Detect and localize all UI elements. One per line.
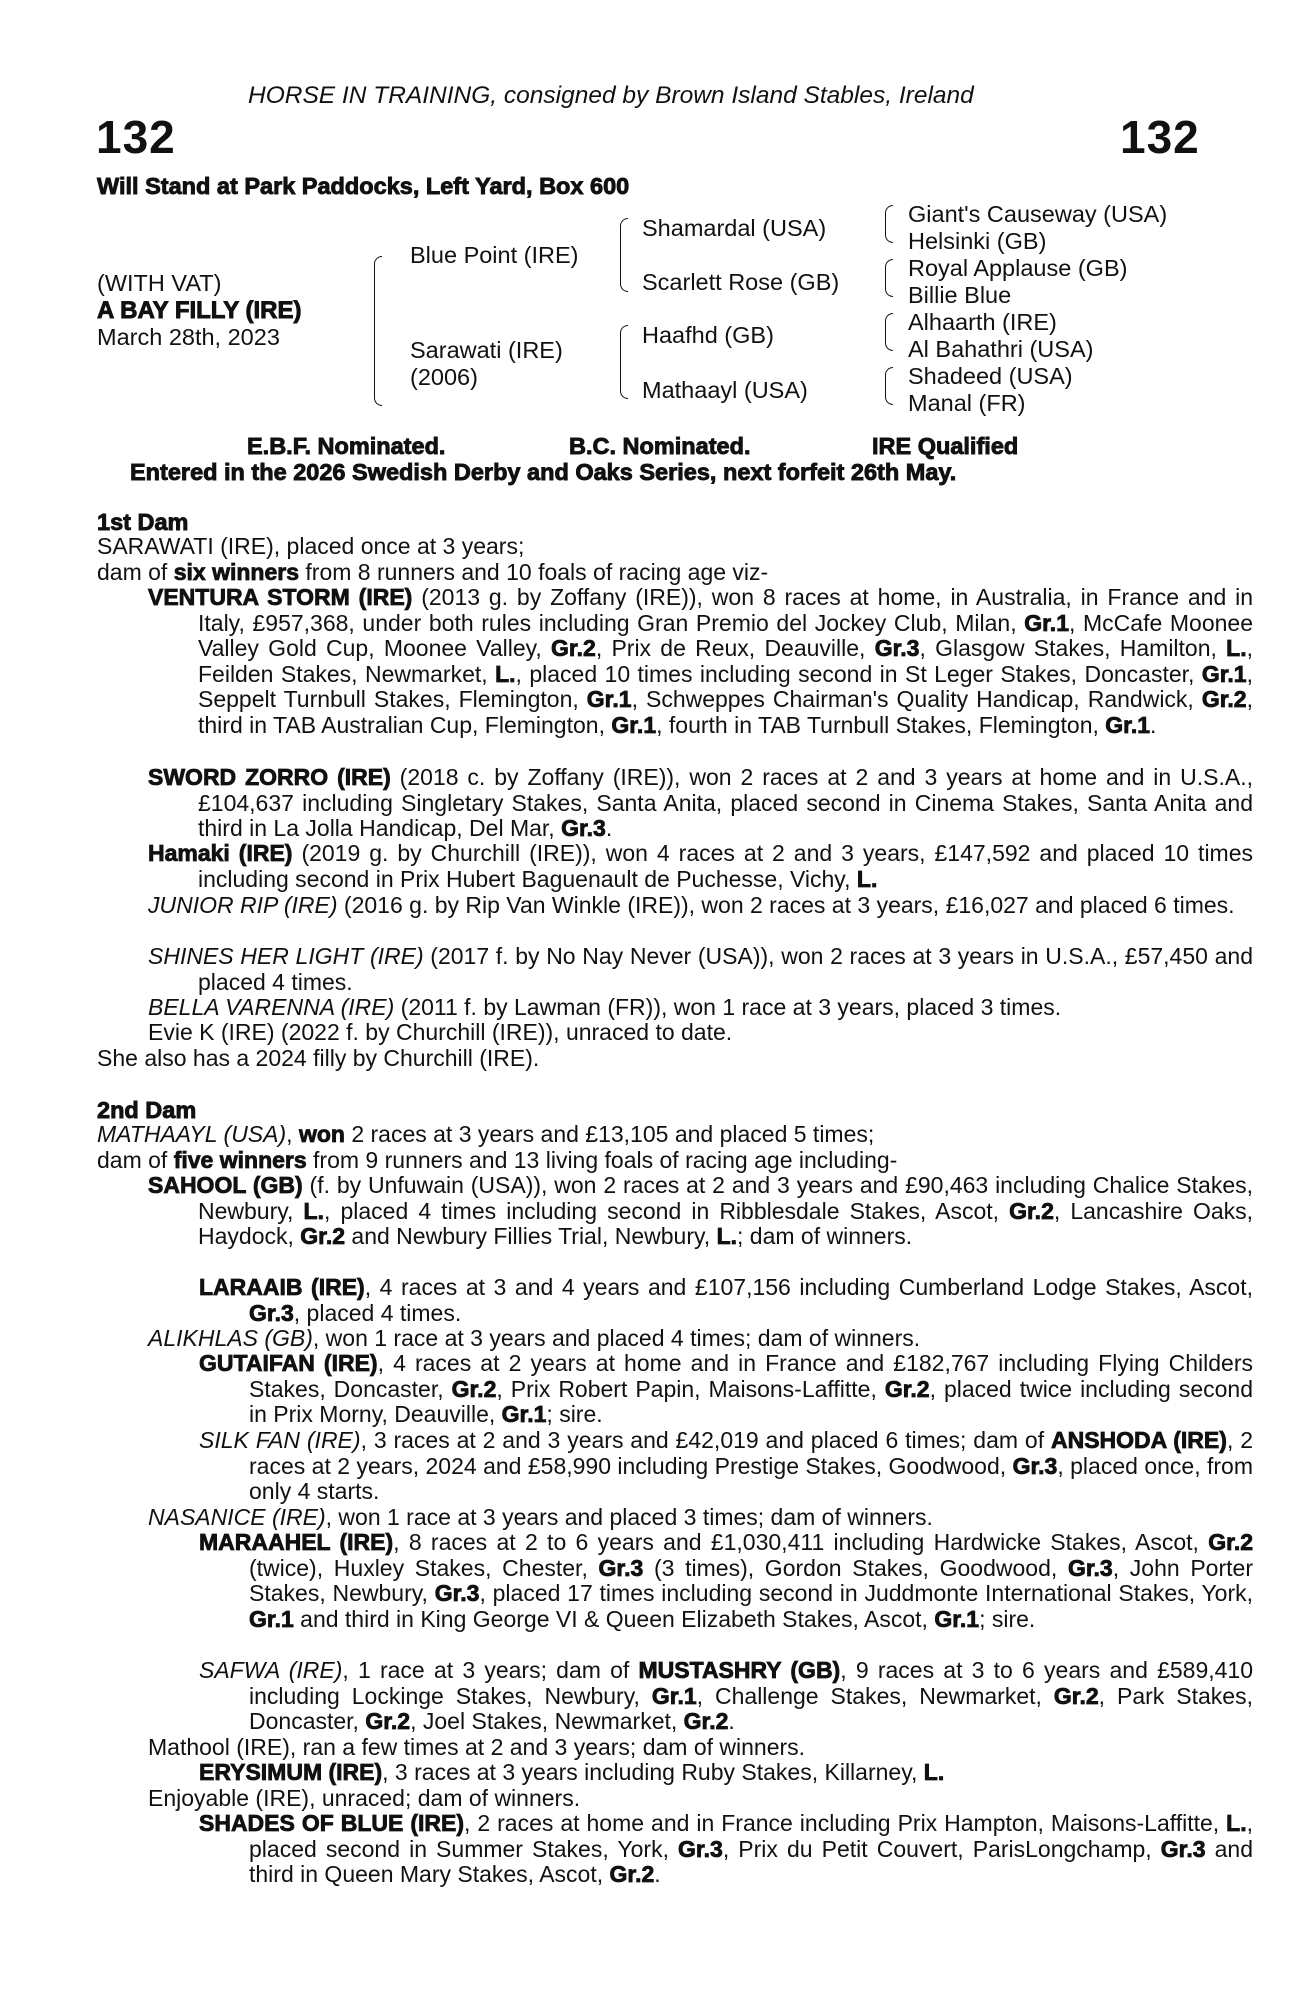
pedigree-gen3-8: Manal (FR) bbox=[908, 390, 1026, 416]
pedigree-brace-sire bbox=[620, 218, 628, 292]
race-record-text: , 2 races at home and in France including Prix Hampton, Maisons-Laffitte, bbox=[464, 1810, 1227, 1836]
race-record-text: , Prix de Reux, Deauville, bbox=[595, 635, 875, 662]
record-suffix: from 9 runners and 13 living foals of racing age including- bbox=[306, 1147, 898, 1173]
race-grade: Gr.3 bbox=[874, 635, 920, 662]
runner-enjoyable: Enjoyable (IRE), unraced; dam of winners. bbox=[148, 1785, 581, 1811]
runner-record: , won 1 race at 3 years and placed 4 times; dam of winners. bbox=[312, 1325, 921, 1351]
race-record-text: , Feilden Stakes, Newmarket, bbox=[198, 635, 1253, 687]
race-grade: Gr.3 bbox=[434, 1580, 480, 1607]
runner-name: ANSHODA (IRE) bbox=[1050, 1427, 1227, 1453]
runner-hamaki bbox=[148, 841, 1253, 892]
pedigree-brace-dam bbox=[620, 325, 628, 399]
runner-name: NASANICE (IRE) bbox=[148, 1504, 326, 1530]
runner-name: SHINES HER LIGHT (IRE) bbox=[148, 943, 424, 969]
race-grade: Gr.3 bbox=[678, 1835, 723, 1862]
race-record-text: . bbox=[1150, 711, 1157, 738]
runner-record: , 1 race at 3 years; dam of bbox=[342, 1657, 639, 1683]
pedigree-brace-main bbox=[374, 256, 382, 406]
race-grade: Gr.2 bbox=[300, 1223, 346, 1250]
runner-name: JUNIOR RIP (IRE) bbox=[148, 892, 338, 918]
race-record-text: , third in TAB Australian Cup, Flemington, bbox=[198, 686, 1253, 738]
pedigree-dam: Sarawati (IRE) bbox=[410, 337, 563, 363]
runner-name: VENTURA STORM (IRE) bbox=[148, 584, 413, 610]
pedigree-sire: Blue Point (IRE) bbox=[410, 242, 579, 268]
runner-record: , 3 races at 2 and 3 years and £42,019 and placed 6 times; dam of bbox=[360, 1427, 1051, 1453]
runner-name: SAHOOL (GB) bbox=[148, 1172, 303, 1198]
runner-mathool: Mathool (IRE), ran a few times at 2 and 3 years; dam of winners. bbox=[148, 1734, 806, 1760]
runner-name: MARAAHEL (IRE) bbox=[199, 1529, 394, 1555]
race-grade: Gr.1 bbox=[934, 1605, 980, 1632]
vat-note: (WITH VAT) bbox=[97, 270, 222, 296]
race-record-text: , McCafe Moonee Valley Gold Cup, Moonee Valley, bbox=[198, 609, 1254, 662]
runner-name: BELLA VARENNA (IRE) bbox=[148, 994, 395, 1020]
race-record-text: (2018 c. by Zoffany (IRE)), won 2 races at 2 and 3 years at home and in U.S.A., £104,637 including Singletary Stakes, Santa Anita, placed second in Cinema Stakes, Santa Anita and third in La Jolla Handicap, Del Mar, bbox=[198, 764, 1253, 842]
pedigree-brace-g3-3 bbox=[885, 313, 893, 351]
runner-sword-zorro bbox=[148, 765, 1253, 842]
race-record-text: , 2 races at 2 years, 2024 and £58,990 including Prestige Stakes, Goodwood, bbox=[249, 1427, 1253, 1479]
race-grade: Gr.3 bbox=[1160, 1835, 1206, 1862]
runner-name: ALIKHLAS (GB) bbox=[148, 1325, 313, 1351]
won-label: won bbox=[298, 1121, 345, 1147]
race-grade: Gr.2 bbox=[1053, 1682, 1099, 1709]
race-record-text: and third in King George VI & Queen Elizabeth Stakes, Ascot, bbox=[293, 1605, 935, 1632]
pedigree-dam-dam: Mathaayl (USA) bbox=[642, 377, 808, 403]
race-grade: Gr.3 bbox=[249, 1299, 294, 1326]
first-dam-also: She also has a 2024 filly by Churchill (IRE). bbox=[97, 1045, 540, 1071]
race-record-text: , fourth in TAB Turnbull Stakes, Flemington, bbox=[656, 711, 1106, 738]
race-grade: Gr.1 bbox=[249, 1605, 294, 1632]
race-record-text: (2019 g. by Churchill (IRE)), won 4 races at 2 and 3 years, £147,592 and placed 10 times including second in Prix Hubert Baguenault de Puchesse, Vichy, bbox=[198, 840, 1254, 892]
horse-name: A BAY FILLY (IRE) bbox=[97, 297, 302, 324]
race-record-text: , Joel Stakes, Newmarket, bbox=[410, 1708, 684, 1735]
race-grade: Gr.2 bbox=[1009, 1197, 1054, 1224]
race-record-text: , John Porter Stakes, Newbury, bbox=[249, 1554, 1253, 1607]
second-dam-record: 2 races at 3 years and £13,105 and placed 5 times; bbox=[344, 1121, 875, 1147]
runner-record: , won 1 race at 3 years and placed 3 times; dam of winners. bbox=[325, 1504, 933, 1530]
runner-shades-of-blue bbox=[199, 1811, 1253, 1888]
race-grade: Gr.2 bbox=[365, 1708, 411, 1735]
race-grade: Gr.1 bbox=[1024, 609, 1069, 636]
entry-note: Entered in the 2026 Swedish Derby and Oaks Series, next forfeit 26th May. bbox=[130, 459, 957, 485]
race-record-text: , 8 races at 2 to 6 years and £1,030,411 including Hardwicke Stakes, Ascot, bbox=[393, 1529, 1209, 1555]
runner-nasanice bbox=[148, 1505, 1203, 1531]
runner-name: SWORD ZORRO (IRE) bbox=[148, 764, 391, 790]
race-record-text: , placed 4 times including second in Ribblesdale Stakes, Ascot, bbox=[323, 1197, 1010, 1224]
runner-name: GUTAIFAN (IRE) bbox=[199, 1350, 378, 1376]
runner-name: SHADES OF BLUE (IRE) bbox=[199, 1810, 464, 1836]
race-grade: Gr.2 bbox=[884, 1375, 930, 1402]
race-record-text: , Seppelt Turnbull Stakes, Flemington, bbox=[198, 660, 1253, 713]
race-grade: Gr.2 bbox=[609, 1861, 655, 1888]
pedigree-dam-sire: Haafhd (GB) bbox=[642, 322, 774, 348]
race-grade: Gr.1 bbox=[586, 686, 632, 713]
second-dam-produce bbox=[97, 1148, 1203, 1174]
record-prefix: dam of bbox=[97, 559, 174, 585]
pedigree-gen3-4: Billie Blue bbox=[908, 282, 1012, 308]
race-record-text: and third in Queen Mary Stakes, Ascot, bbox=[249, 1835, 1253, 1888]
second-dam-name: MATHAAYL (USA) bbox=[97, 1121, 287, 1147]
race-record-text: (twice), Huxley Stakes, Chester, bbox=[249, 1554, 599, 1581]
pedigree-gen3-2: Helsinki (GB) bbox=[908, 228, 1047, 254]
race-record-text: , Prix du Petit Couvert, ParisLongchamp, bbox=[722, 1835, 1161, 1862]
race-record-text: (2013 g. by Zoffany (IRE)), won 8 races at home, in Australia, in France and in Italy, £957,368, under both rules including Gran Premio del Jockey Club, Milan, bbox=[198, 584, 1254, 636]
runner-alikhlas bbox=[148, 1326, 1203, 1352]
race-record-text: , Lancashire Oaks, Haydock, bbox=[198, 1197, 1254, 1250]
lot-number-left: 132 bbox=[96, 111, 176, 163]
runner-evie-k: Evie K (IRE) (2022 f. by Churchill (IRE)), unraced to date. bbox=[148, 1019, 733, 1045]
race-record-text: ; dam of winners. bbox=[737, 1223, 913, 1250]
foaling-date: March 28th, 2023 bbox=[97, 324, 280, 350]
pedigree-brace-g3-1 bbox=[885, 205, 893, 243]
first-dam-heading: 1st Dam bbox=[97, 509, 189, 535]
race-grade: L. bbox=[716, 1223, 738, 1250]
race-record-text: , placed 10 times including second in St Leger Stakes, Doncaster, bbox=[515, 660, 1202, 687]
race-grade: L. bbox=[495, 660, 516, 687]
race-grade: Gr.1 bbox=[501, 1401, 547, 1428]
pedigree-brace-g3-4 bbox=[885, 367, 893, 405]
race-grade: Gr.2 bbox=[551, 635, 596, 662]
runner-record: (2017 f. by No Nay Never (USA)), won 2 races at 3 years in U.S.A., £57,450 and placed 4 times. bbox=[198, 943, 1253, 995]
pedigree-gen3-7: Shadeed (USA) bbox=[908, 363, 1073, 389]
lot-number-right: 132 bbox=[1120, 111, 1200, 163]
runner-maraahel bbox=[199, 1530, 1253, 1632]
race-record-text: , placed once, from only 4 starts. bbox=[249, 1452, 1253, 1505]
runner-name: Hamaki (IRE) bbox=[148, 840, 293, 866]
race-grade: Gr.3 bbox=[1012, 1452, 1058, 1479]
race-grade: Gr.2 bbox=[1208, 1529, 1254, 1555]
race-grade: Gr.3 bbox=[561, 815, 606, 842]
race-record-text: , Challenge Stakes, Newmarket, bbox=[696, 1682, 1054, 1709]
race-record-text: , placed twice including second in Prix Morny, Deauville, bbox=[249, 1375, 1253, 1428]
race-record-text: , Glasgow Stakes, Hamilton, bbox=[919, 635, 1227, 662]
pedigree-brace-g3-2 bbox=[885, 259, 893, 297]
pedigree-gen3-3: Royal Applause (GB) bbox=[908, 255, 1128, 281]
runner-name: ERYSIMUM (IRE) bbox=[199, 1759, 383, 1785]
runner-name: MUSTASHRY (GB) bbox=[638, 1657, 841, 1683]
runner-record: (2011 f. by Lawman (FR)), won 1 race at 3 years, placed 3 times. bbox=[394, 994, 1062, 1020]
runner-safwa bbox=[199, 1658, 1253, 1735]
race-grade: Gr.1 bbox=[651, 1682, 697, 1709]
race-grade: Gr.2 bbox=[683, 1708, 729, 1735]
catalogue-header: HORSE IN TRAINING, consigned by Brown Island Stables, Ireland bbox=[248, 82, 974, 109]
race-grade: Gr.1 bbox=[1201, 660, 1247, 687]
race-record-text: , 3 races at 3 years including Ruby Stakes, Killarney, bbox=[382, 1759, 924, 1785]
race-grade: Gr.3 bbox=[598, 1554, 644, 1581]
runner-name: SAFWA (IRE) bbox=[199, 1657, 343, 1683]
runner-gutaifan bbox=[199, 1351, 1253, 1428]
race-grade: L. bbox=[1226, 635, 1247, 662]
bc-nominated: B.C. Nominated. bbox=[569, 433, 751, 459]
race-record-text: . bbox=[654, 1861, 661, 1888]
race-grade: L. bbox=[923, 1759, 945, 1785]
race-record-text: ; sire. bbox=[979, 1605, 1036, 1632]
pedigree-gen3-5: Alhaarth (IRE) bbox=[908, 309, 1057, 335]
record-suffix: from 8 runners and 10 foals of racing age viz- bbox=[299, 559, 769, 585]
race-record-text: , 4 races at 3 and 4 years and £107,156 including Cumberland Lodge Stakes, Ascot, bbox=[364, 1274, 1254, 1300]
runner-silk-fan bbox=[199, 1428, 1253, 1505]
runner-ventura-storm bbox=[148, 585, 1253, 739]
record-prefix: dam of bbox=[97, 1147, 174, 1173]
race-record-text: (f. by Unfuwain (USA)), won 2 races at 2 and 3 years and £90,463 including Chalice Stakes, Newbury, bbox=[198, 1172, 1253, 1224]
pedigree-gen3-6: Al Bahathri (USA) bbox=[908, 336, 1094, 362]
race-record-text: , Park Stakes, Doncaster, bbox=[249, 1682, 1253, 1735]
race-record-text: ; sire. bbox=[546, 1401, 603, 1428]
race-record-text: (3 times), Gordon Stakes, Goodwood, bbox=[643, 1554, 1068, 1581]
race-grade: Gr.3 bbox=[1067, 1554, 1113, 1581]
second-dam-intro: MATHAAYL (USA), won 2 races at 3 years and £13,105 and placed 5 times; bbox=[97, 1121, 875, 1147]
runner-name: LARAAIB (IRE) bbox=[199, 1274, 365, 1300]
runner-shines-her-light bbox=[148, 944, 1253, 995]
runner-sahool bbox=[148, 1173, 1253, 1250]
race-record-text: . bbox=[728, 1708, 735, 1735]
first-dam-record bbox=[97, 560, 1203, 586]
race-record-text: , Schweppes Chairman's Quality Handicap, Randwick, bbox=[631, 686, 1202, 713]
runner-laraaib bbox=[199, 1275, 1253, 1326]
race-grade: Gr.2 bbox=[1201, 686, 1247, 713]
race-grade: Gr.1 bbox=[1105, 711, 1151, 738]
race-record-text: , placed 4 times. bbox=[293, 1299, 462, 1326]
race-record-text: , 9 races at 3 to 6 years and £589,410 including Lockinge Stakes, Newbury, bbox=[249, 1657, 1254, 1709]
race-grade: Gr.2 bbox=[451, 1375, 497, 1402]
runner-record: (2016 g. by Rip Van Winkle (IRE)), won 2 races at 3 years, £16,027 and placed 6 times. bbox=[337, 892, 1235, 918]
race-record-text: , Prix Robert Papin, Maisons-Laffitte, bbox=[496, 1375, 885, 1402]
runner-name: SILK FAN (IRE) bbox=[199, 1427, 361, 1453]
runner-junior-rip bbox=[148, 893, 1253, 919]
pedigree-sire-dam: Scarlett Rose (GB) bbox=[642, 269, 840, 295]
race-record-text: , 4 races at 2 years at home and in France and £182,767 including Flying Childers Stakes, Doncaster, bbox=[249, 1350, 1253, 1402]
race-record-text: , placed 17 times including second in Juddmonte International Stakes, York, bbox=[479, 1580, 1254, 1607]
stand-location: Will Stand at Park Paddocks, Left Yard, Box 600 bbox=[97, 173, 630, 199]
race-record-text: and Newbury Fillies Trial, Newbury, bbox=[345, 1223, 717, 1250]
pedigree-dam-year: (2006) bbox=[410, 364, 478, 390]
race-grade: Gr.1 bbox=[611, 711, 657, 738]
runner-bella-varenna bbox=[148, 995, 1253, 1021]
pedigree-sire-sire: Shamardal (USA) bbox=[642, 215, 827, 241]
race-grade: L. bbox=[303, 1197, 324, 1224]
runner-erysimum bbox=[199, 1760, 1203, 1786]
race-grade: L. bbox=[856, 865, 878, 892]
winners-count: six winners bbox=[173, 559, 299, 585]
pedigree-gen3-1: Giant's Causeway (USA) bbox=[908, 201, 1168, 227]
winners-count: five winners bbox=[173, 1147, 307, 1173]
race-record-text: , placed second in Summer Stakes, York, bbox=[249, 1810, 1253, 1862]
second-dam-heading: 2nd Dam bbox=[97, 1097, 197, 1123]
ebf-nominated: E.B.F. Nominated. bbox=[247, 433, 446, 459]
first-dam-intro: SARAWATI (IRE), placed once at 3 years; bbox=[97, 533, 525, 559]
race-grade: L. bbox=[1226, 1810, 1247, 1836]
ire-qualified: IRE Qualified bbox=[872, 433, 1019, 459]
race-record-text: . bbox=[605, 815, 613, 842]
